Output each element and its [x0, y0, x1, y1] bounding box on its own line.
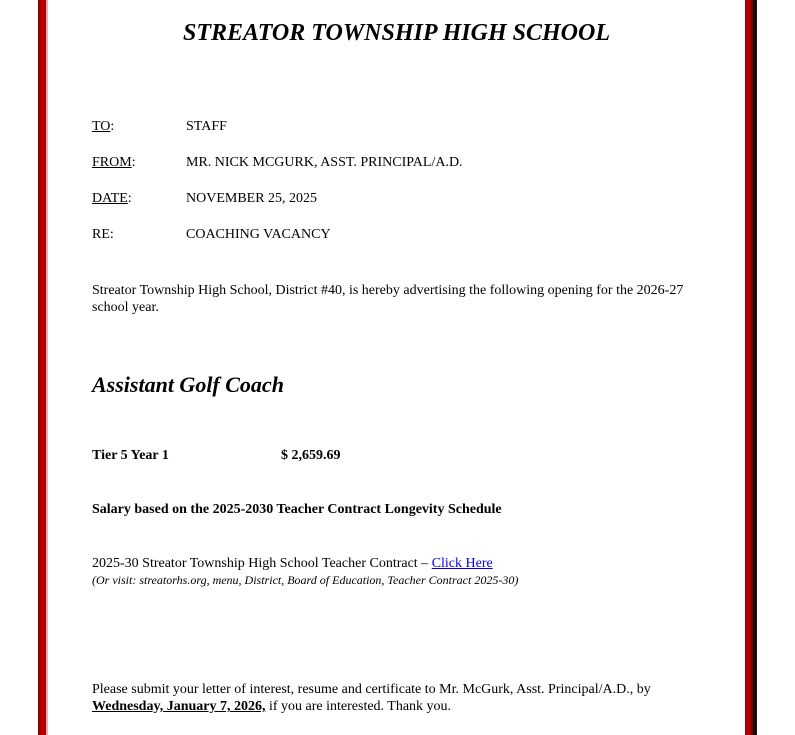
salary-note: Salary based on the 2025-2030 Teacher Contract Longevity Schedule: [92, 502, 502, 517]
contract-link[interactable]: Click Here: [431, 556, 493, 571]
contract-line: [92, 556, 493, 572]
memo-page: STREATOR TOWNSHIP HIGH SCHOOL TO: STAFF FROM: MR. NICK MCGURK, ASST. PRINCIPAL/A.D. DATE: NOVEMBER 25, 2025 RE: COACHING VACANCY Streator Township High School, District #40, is hereby advertising the following opening for the 2026-27 school year. Assistant Golf Coach Tier 5 Year 1 $ 2,659.69 Salary based on the 2025-2030 Teacher Contract Longevity Schedule 2025-30 Streator Township High School Teacher Contract – Click Here (Or visit: streatorhs.org, menu, District, Board of Education, Teacher Contract 2025-30) Please submit your letter of interest, resume and certificate to Mr. McGurk, Asst. Principal/A.D., by Wednesday, January 7, 2026, if you are interested. Thank you.: [48, 0, 745, 735]
from-label: FROM: [92, 155, 132, 170]
date-label: DATE: [92, 191, 128, 206]
to-label: TO: [92, 119, 111, 134]
intro-paragraph: Streator Township High School, District #40, is hereby advertising the following opening for the 2026-27 school year.: [92, 283, 684, 315]
salary-amount: $ 2,659.69: [281, 448, 341, 463]
position-title: Assistant Golf Coach: [92, 372, 284, 397]
school-title: STREATOR TOWNSHIP HIGH SCHOOL: [183, 20, 610, 46]
page-border-right: [745, 0, 757, 735]
contract-text: 2025-30 Streator Township High School Teacher Contract –: [92, 556, 432, 571]
visit-note: (Or visit: streatorhs.org, menu, District, Board of Education, Teacher Contract 2025-30): [92, 573, 519, 587]
tier-label: Tier 5 Year 1: [92, 448, 169, 463]
submit-paragraph: Please submit your letter of interest, resume and certificate to Mr. McGurk, Asst. Principal/A.D., by Wednesday, January 7, 2026, if you are interested. Thank you.: [92, 682, 651, 714]
page-border-left: [38, 0, 48, 735]
deadline-date: Wednesday, January 7, 2026,: [92, 699, 266, 714]
from-value: MR. NICK MCGURK, ASST. PRINCIPAL/A.D.: [186, 155, 463, 170]
date-value: NOVEMBER 25, 2025: [186, 191, 318, 206]
re-label: RE:: [92, 227, 114, 242]
to-value: STAFF: [186, 119, 227, 134]
re-value: COACHING VACANCY: [186, 227, 331, 242]
